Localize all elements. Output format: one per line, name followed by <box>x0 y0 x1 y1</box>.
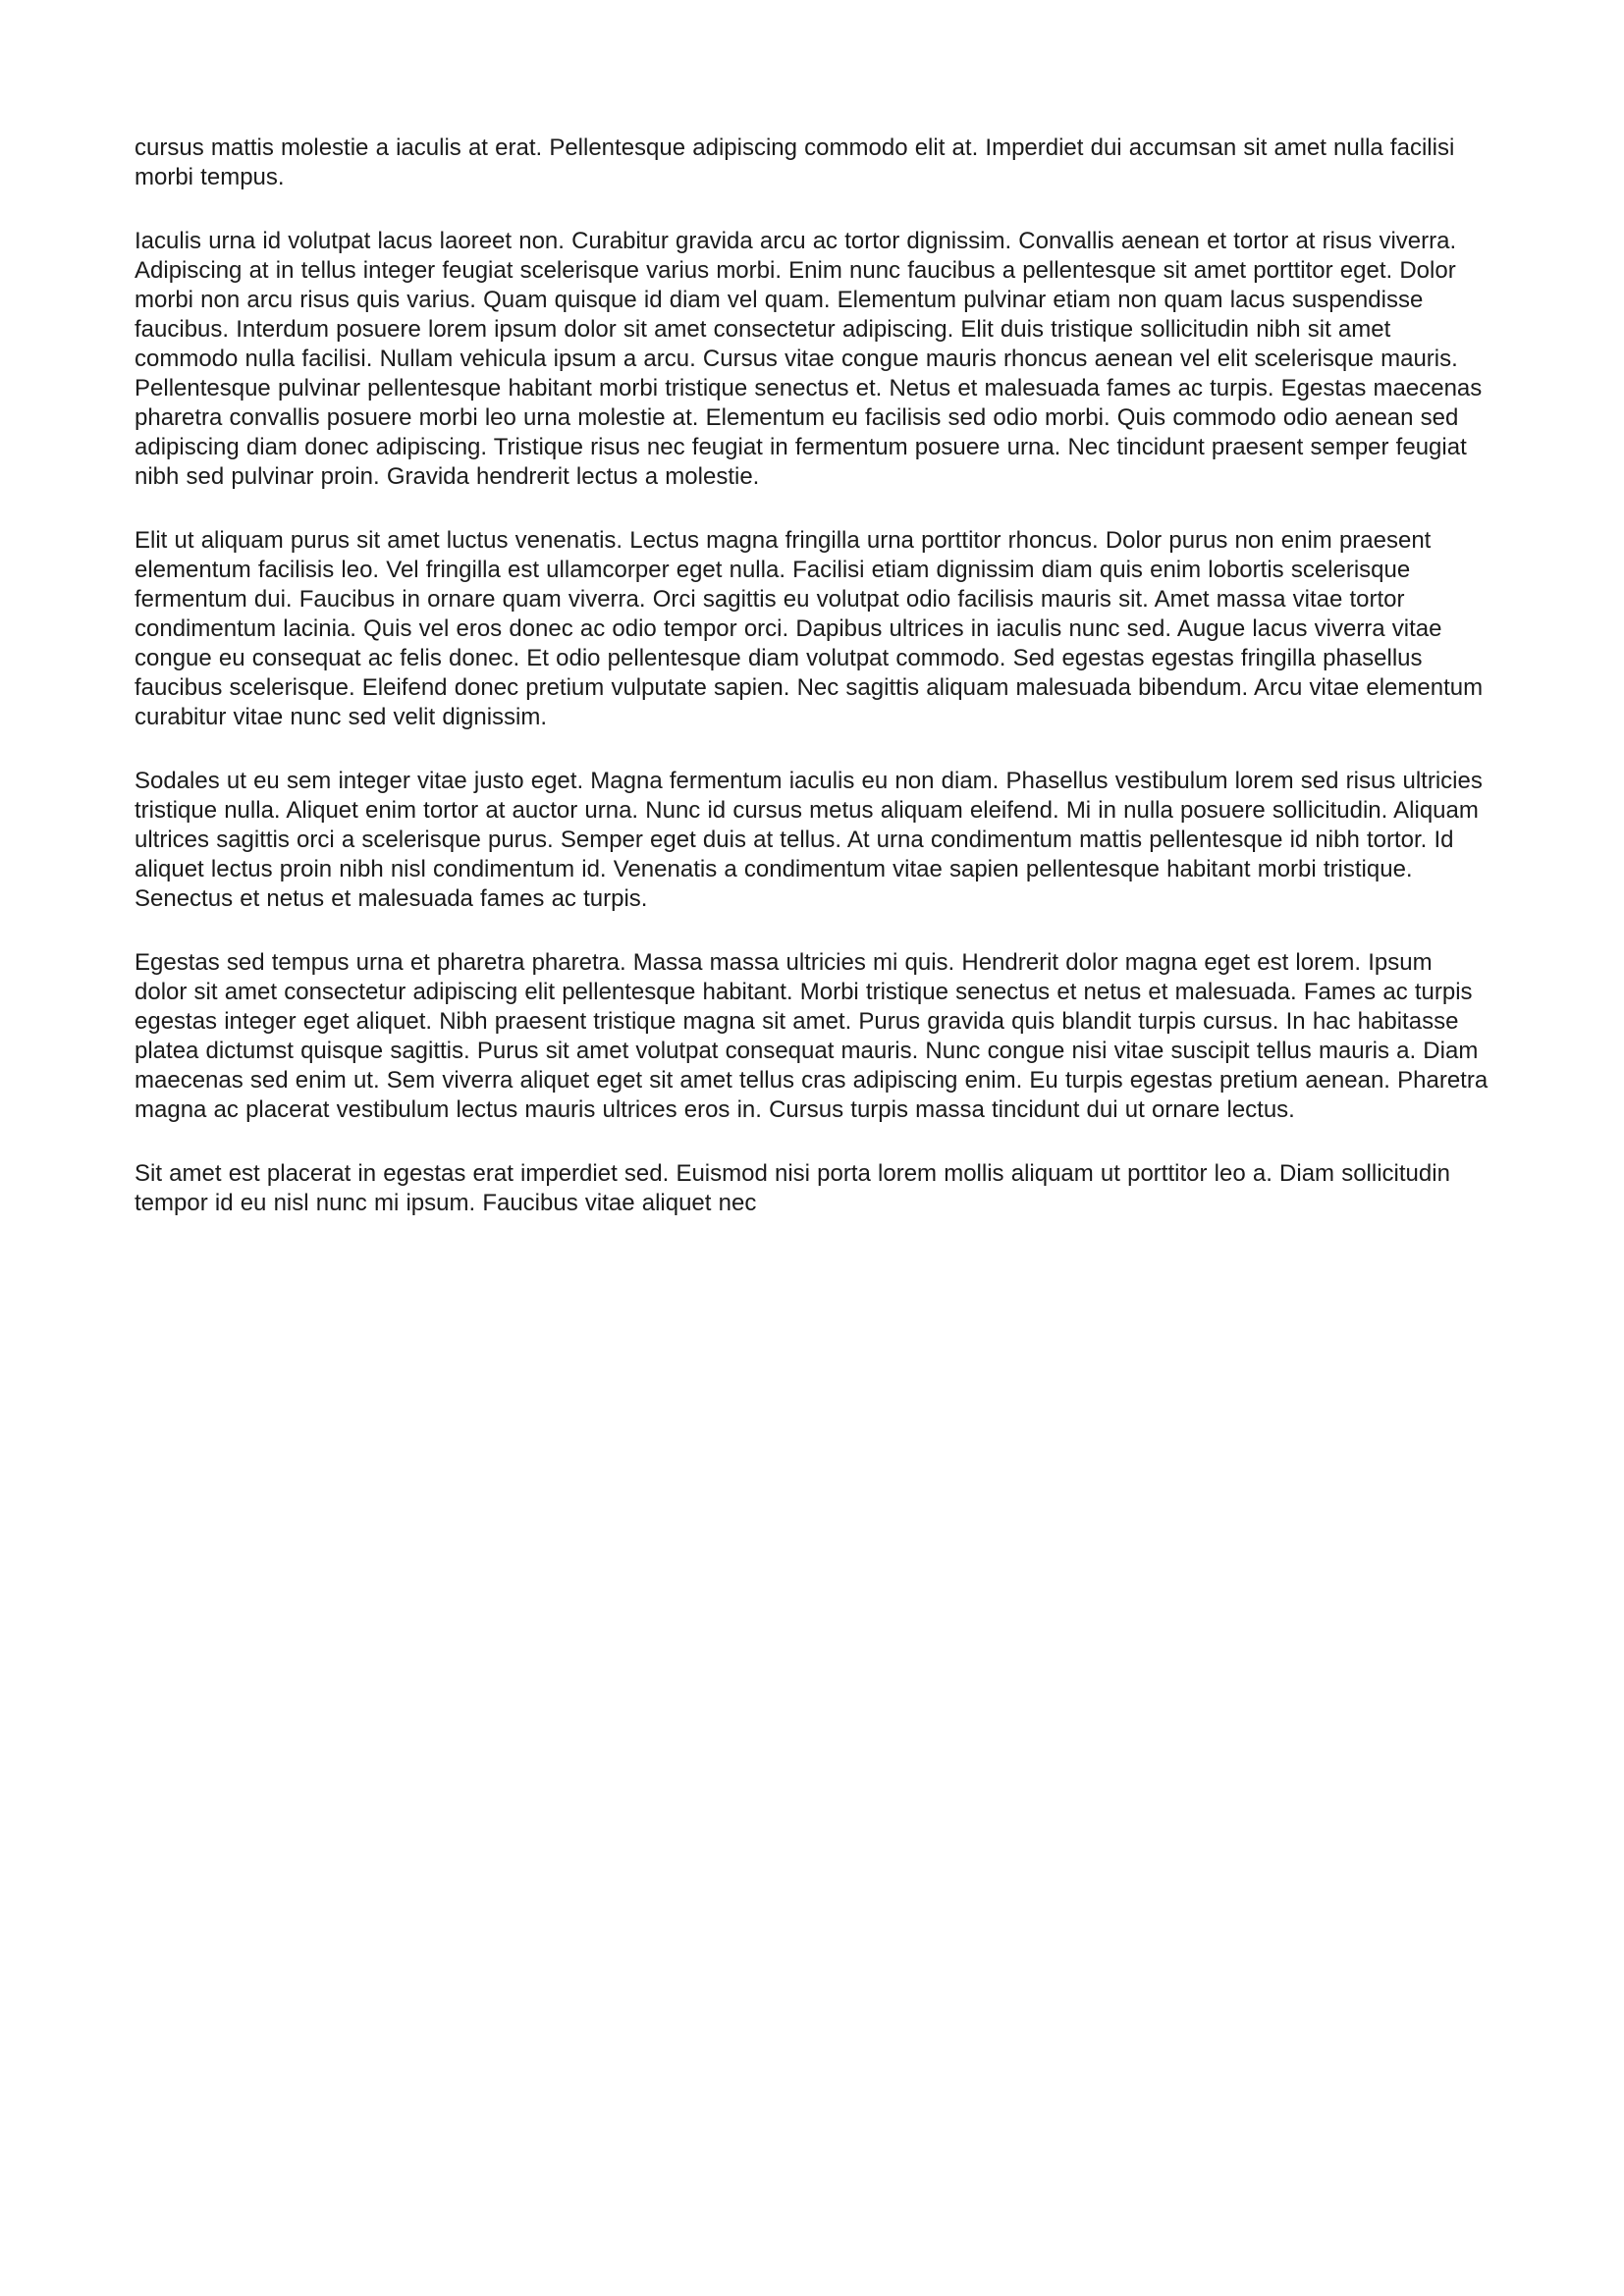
paragraph: Sit amet est placerat in egestas erat imperdiet sed. Euismod nisi porta lorem mollis aliquam ut porttitor leo a. Diam sollicitudin tempor id eu nisl nunc mi ipsum. Faucibus vitae aliquet nec <box>135 1160 1450 1216</box>
paragraph: Elit ut aliquam purus sit amet luctus venenatis. Lectus magna fringilla urna porttitor rhoncus. Dolor purus non enim praesent elementum facilisis leo. Vel fringilla est ullamcorper eget nulla. Facilisi etiam dignissim diam quis enim lobortis scelerisque fermentum dui. Faucibus in ornare quam viverra. Orci sagittis eu volutpat odio facilisis mauris sit. Amet massa vitae tortor condimentum lacinia. Quis vel eros donec ac odio tempor orci. Dapibus ultrices in iaculis nunc sed. Augue lacus viverra vitae congue eu consequat ac felis donec. Et odio pellentesque diam volutpat commodo. Sed egestas egestas fringilla phasellus faucibus scelerisque. Eleifend donec pretium vulputate sapien. Nec sagittis aliquam malesuada bibendum. Arcu vitae elementum curabitur vitae nunc sed velit dignissim. <box>135 527 1484 730</box>
paragraph: Sodales ut eu sem integer vitae justo eget. Magna fermentum iaculis eu non diam. Phasellus vestibulum lorem sed risus ultricies tristique nulla. Aliquet enim tortor at auctor urna. Nunc id cursus metus aliquam eleifend. Mi in nulla posuere sollicitudin. Aliquam ultrices sagittis orci a scelerisque purus. Semper eget duis at tellus. At urna condimentum mattis pellentesque id nibh tortor. Id aliquet lectus proin nibh nisl condimentum id. Venenatis a condimentum vitae sapien pellentesque habitant morbi tristique. Senectus et netus et malesuada fames ac turpis. <box>135 768 1483 912</box>
paragraph: Egestas sed tempus urna et pharetra pharetra. Massa massa ultricies mi quis. Hendrerit dolor magna eget est lorem. Ipsum dolor sit amet consectetur adipiscing elit pellentesque habitant. Morbi tristique senectus et netus et malesuada. Fames ac turpis egestas integer eget aliquet. Nibh praesent tristique magna sit amet. Purus gravida quis blandit turpis cursus. In hac habitasse platea dictumst quisque sagittis. Purus sit amet volutpat consequat mauris. Nunc congue nisi vitae suscipit tellus mauris a. Diam maecenas sed enim ut. Sem viverra aliquet eget sit amet tellus cras adipiscing enim. Eu turpis egestas pretium aenean. Pharetra magna ac placerat vestibulum lectus mauris ultrices eros in. Cursus turpis massa tincidunt dui ut ornare lectus. <box>135 949 1489 1123</box>
paragraph: Iaculis urna id volutpat lacus laoreet non. Curabitur gravida arcu ac tortor dignissim. Convallis aenean et tortor at risus viverra. Adipiscing at in tellus integer feugiat scelerisque varius morbi. Enim nunc faucibus a pellentesque sit amet porttitor eget. Dolor morbi non arcu risus quis varius. Quam quisque id diam vel quam. Elementum pulvinar etiam non quam lacus suspendisse faucibus. Interdum posuere lorem ipsum dolor sit amet consectetur adipiscing. Elit duis tristique sollicitudin nibh sit amet commodo nulla facilisi. Nullam vehicula ipsum a arcu. Cursus vitae congue mauris rhoncus aenean vel elit scelerisque mauris. Pellentesque pulvinar pellentesque habitant morbi tristique senectus et. Netus et malesuada fames ac turpis. Egestas maecenas pharetra convallis posuere morbi leo urna molestie at. Elementum eu facilisis sed odio morbi. Quis commodo odio aenean sed adipiscing diam donec adipiscing. Tristique risus nec feugiat in fermentum posuere urna. Nec tincidunt praesent semper feugiat nibh sed pulvinar proin. Gravida hendrerit lectus a molestie. <box>135 228 1483 490</box>
paragraph: cursus mattis molestie a iaculis at erat. Pellentesque adipiscing commodo elit at. Imperdiet dui accumsan sit amet nulla facilisi morbi tempus. <box>135 134 1455 190</box>
